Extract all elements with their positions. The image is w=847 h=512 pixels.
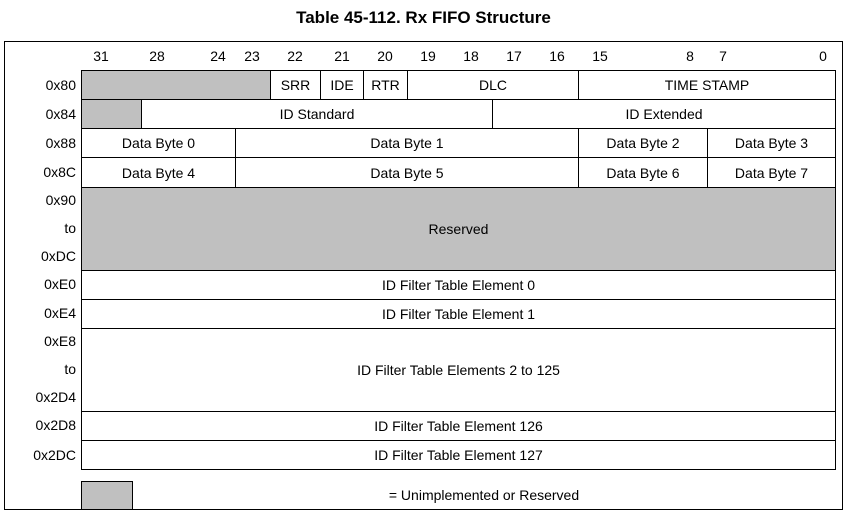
id-filter-element-126: ID Filter Table Element 126	[81, 411, 836, 441]
address-label: 0x8C	[43, 164, 76, 180]
address-label: 0xDC	[40, 248, 76, 264]
bit-label: 7	[719, 48, 727, 64]
bit-label: 16	[549, 48, 565, 64]
timestamp-cell: TIME STAMP	[578, 70, 836, 100]
address-label: 0xE8	[44, 333, 76, 349]
id-filter-element-127: ID Filter Table Element 127	[81, 440, 836, 470]
data-byte-cell: Data Byte 6	[578, 157, 708, 188]
bit-label: 21	[334, 48, 350, 64]
address-label: 0x80	[45, 77, 76, 93]
address-label: 0x2DC	[33, 447, 76, 463]
reserved-block: Reserved	[81, 187, 836, 271]
table-title: Table 45-112. Rx FIFO Structure	[296, 8, 551, 27]
address-label: 0xE0	[44, 276, 76, 292]
data-byte-cell: Data Byte 5	[235, 157, 579, 188]
bit-label: 24	[210, 48, 226, 64]
id-filter-element-0: ID Filter Table Element 0	[81, 270, 836, 300]
bit-label: 20	[377, 48, 393, 64]
bit-label: 17	[506, 48, 522, 64]
reserved-cell	[81, 70, 271, 100]
data-byte-cell: Data Byte 3	[707, 128, 836, 158]
data-byte-cell: Data Byte 0	[81, 128, 236, 158]
bit-label: 0	[819, 48, 827, 64]
address-label: 0x84	[45, 106, 76, 122]
address-label: to	[64, 361, 76, 377]
address-label: 0x90	[45, 192, 76, 208]
srr-cell: SRR	[270, 70, 321, 100]
bit-label: 19	[420, 48, 436, 64]
address-label: 0x2D8	[35, 417, 76, 433]
address-label: to	[64, 220, 76, 236]
bit-label: 18	[463, 48, 479, 64]
data-byte-cell: Data Byte 2	[578, 128, 708, 158]
data-byte-cell: Data Byte 4	[81, 157, 236, 188]
address-label: 0x88	[45, 135, 76, 151]
id-standard-cell: ID Standard	[141, 99, 493, 129]
rtr-cell: RTR	[363, 70, 408, 100]
id-extended-cell: ID Extended	[492, 99, 836, 129]
legend-swatch	[81, 481, 133, 510]
legend-text: = Unimplemented or Reserved	[388, 487, 580, 503]
address-label: 0xE4	[44, 305, 76, 321]
dlc-cell: DLC	[407, 70, 579, 100]
bit-label: 22	[287, 48, 303, 64]
bit-label: 31	[93, 48, 109, 64]
id-filter-element-1: ID Filter Table Element 1	[81, 299, 836, 329]
ide-cell: IDE	[320, 70, 364, 100]
data-byte-cell: Data Byte 7	[707, 157, 836, 188]
bit-label: 28	[149, 48, 165, 64]
bit-label: 8	[686, 48, 694, 64]
reserved-cell	[81, 99, 142, 129]
bit-label: 15	[592, 48, 608, 64]
bit-label: 23	[244, 48, 260, 64]
id-filter-elements-2-to-125: ID Filter Table Elements 2 to 125	[81, 328, 836, 412]
data-byte-cell: Data Byte 1	[235, 128, 579, 158]
address-label: 0x2D4	[35, 389, 76, 405]
